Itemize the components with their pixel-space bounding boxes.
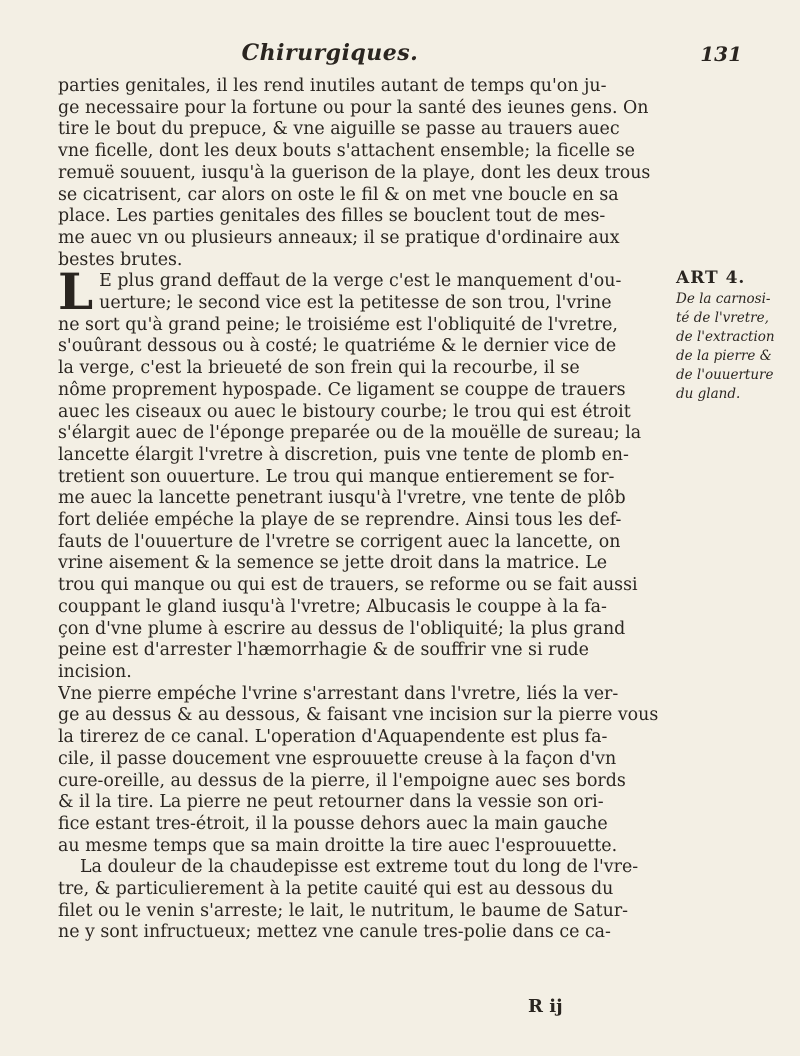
text-line: trou qui manque ou qui est de trauers, se reforme ou se fait aussi [58, 575, 638, 596]
text-line: la tirerez de ce canal. L'operation d'Aquapendente est plus fa- [58, 727, 608, 748]
margin-note-line: de la pierre & [676, 348, 772, 364]
signature-mark: R ij [528, 996, 563, 1017]
margin-note-line: de l'extraction [676, 329, 775, 345]
text-line: Vne pierre empéche l'vrine s'arrestant dans l'vretre, liés la ver- [58, 683, 619, 704]
margin-note [676, 269, 791, 404]
margin-note-line: de l'ouuerture [676, 367, 774, 383]
text-line: auec les ciseaux ou auec le bistoury courbe; le trou qui est étroit [58, 401, 631, 422]
text-line: s'ouûrant dessous ou à costé; le quatriéme & le dernier vice de [58, 336, 617, 357]
text-line: peine est d'arrester l'hæmorrhagie & de souffrir vne si rude [58, 640, 589, 661]
text-line: & il la tire. La pierre ne peut retourner dans la vessie son ori- [58, 792, 604, 813]
text-line: au mesme temps que sa main droitte la tire auec l'esprouuette. [58, 835, 618, 856]
text-line: place. Les parties genitales des filles se bouclent tout de mes- [58, 206, 606, 227]
text-line: parties genitales, il les rend inutiles autant de temps qu'on ju- [58, 76, 607, 96]
main-text-block [58, 76, 663, 944]
text-line: çon d'vne plume à escrire au dessus de l'obliquité; la plus grand [58, 618, 626, 639]
text-line: La douleur de la chaudepisse est extreme tout du long de l'vre- [80, 857, 639, 878]
text-line: remuë souuent, iusqu'à la guerison de la playe, dont les deux trous [58, 162, 651, 183]
drop-cap: L [58, 262, 94, 322]
paragraph-continued [58, 76, 663, 271]
text-line: ge necessaire pour la fortune ou pour la santé des ieunes gens. On [58, 97, 649, 118]
text-line: s'élargit auec de l'éponge preparée ou de la mouëlle de sureau; la [58, 423, 642, 444]
text-line: lancette élargit l'vretre à discretion, puis vne tente de plomb en- [58, 444, 629, 465]
text-line: ne sort qu'à grand peine; le troisiéme est l'obliquité de l'vretre, [58, 314, 618, 335]
text-line: se cicatrisent, car alors on oste le fil & on met vne boucle en sa [58, 184, 619, 205]
text-line: incision. [58, 661, 132, 682]
text-line: cure-oreille, au dessus de la pierre, il l'empoigne auec ses bords [58, 770, 626, 791]
text-line: vrine aisement & la semence se jette droit dans la matrice. Le [58, 553, 608, 574]
text-line: filet ou le venin s'arreste; le lait, le nutritum, le baume de Satur- [58, 900, 629, 921]
text-line: ne y sont infructueux; mettez vne canule tres-polie dans ce ca- [58, 922, 611, 943]
paragraph-chaudepisse [58, 857, 663, 944]
text-line: me auec la lancette penetrant iusqu'à l'vretre, vne tente de plôb [58, 488, 626, 509]
paragraph-pierre [58, 684, 663, 858]
text-line: tire le bout du prepuce, & vne aiguille se passe au trauers auec [58, 119, 620, 140]
margin-note-line: du gland. [676, 386, 741, 402]
text-line: fauts de l'ouuerture de l'vretre se corrigent auec la lancette, on [58, 531, 621, 552]
text-line: bestes brutes. [58, 249, 183, 270]
text-line: vne ficelle, dont les deux bouts s'attachent ensemble; la ficelle se [58, 141, 635, 162]
text-line: cile, il passe doucement vne esprouuette creuse à la façon d'vn [58, 748, 617, 769]
text-line: fort deliée empéche la playe de se reprendre. Ainsi tous les def- [58, 510, 622, 531]
article-heading: ART 4. [676, 268, 746, 288]
text-line: la verge, c'est la brieueté de son frein qui la recourbe, il se [58, 358, 580, 379]
paragraph-verge [58, 262, 663, 683]
text-line: uerture; le second vice est la petitesse de son trou, l'vrine [99, 293, 612, 314]
text-line: ge au dessus & au dessous, & faisant vne incision sur la pierre vous [58, 705, 659, 726]
text-line: me auec vn ou plusieurs anneaux; il se pratique d'ordinaire aux [58, 227, 620, 248]
text-line: tre, & particulierement à la petite cauité qui est au dessous du [58, 879, 614, 900]
text-line: nôme proprement hypospade. Ce ligament se couppe de trauers [58, 379, 626, 400]
margin-note-line: De la carnosi- [676, 291, 771, 307]
running-title: Chirurgiques. [241, 40, 419, 66]
page-number: 131 [700, 42, 742, 66]
text-line: E plus grand deffaut de la verge c'est le manquement d'ou- [99, 271, 622, 292]
margin-note-line: té de l'vretre, [676, 310, 769, 326]
text-line: tretient son ouuerture. Le trou qui manque entierement se for- [58, 466, 615, 487]
text-line: fice estant tres-étroit, il la pousse dehors auec la main gauche [58, 813, 608, 834]
text-line: couppant le gland iusqu'à l'vretre; Albucasis le couppe à la fa- [58, 596, 607, 617]
